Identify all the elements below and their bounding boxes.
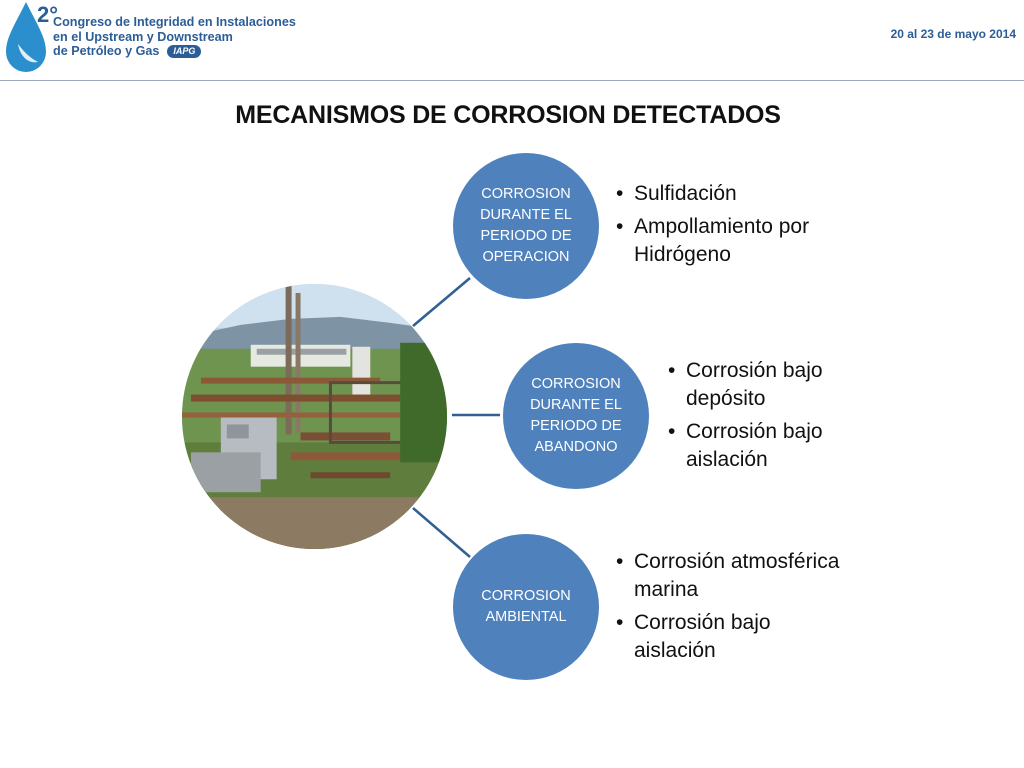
bullet-item: • Corrosión bajo aislación [616, 609, 846, 665]
congress-name [53, 15, 296, 59]
bullet-item: • Corrosión bajo aislación [668, 418, 858, 474]
bullet-item: • Ampollamiento por Hidrógeno [616, 213, 859, 269]
congress-name-line-1: Congreso de Integridad en Instalaciones [53, 15, 296, 29]
bullets-operation [616, 180, 859, 274]
bullet-item: • Corrosión atmosférica marina [616, 548, 846, 604]
slide-header [0, 0, 1024, 80]
bullets-environmental [616, 548, 846, 670]
bullet-item: • Corrosión bajo depósito [668, 357, 858, 413]
header-divider [0, 80, 1024, 81]
node-environmental: CORROSION AMBIENTAL [453, 534, 599, 680]
congress-name-line-3 [53, 44, 296, 59]
bullet-item: • Sulfidación [616, 180, 859, 208]
logo-number: 2° [37, 2, 59, 27]
event-date: 20 al 23 de mayo 2014 [890, 27, 1016, 41]
congress-name-line-2: en el Upstream y Downstream [53, 29, 233, 44]
congress-name-line-3-text: de Petróleo y Gas [53, 44, 160, 58]
node-abandonment-period: CORROSION DURANTE EL PERIODO DE ABANDONO [503, 343, 649, 489]
slide-title: MECANISMOS DE CORROSION DETECTADOS [235, 101, 781, 129]
iapg-badge: IAPG [167, 45, 201, 58]
bullets-abandonment [668, 357, 858, 479]
industrial-plant-photo [181, 283, 448, 550]
node-operation-period: CORROSION DURANTE EL PERIODO DE OPERACION [453, 153, 599, 299]
